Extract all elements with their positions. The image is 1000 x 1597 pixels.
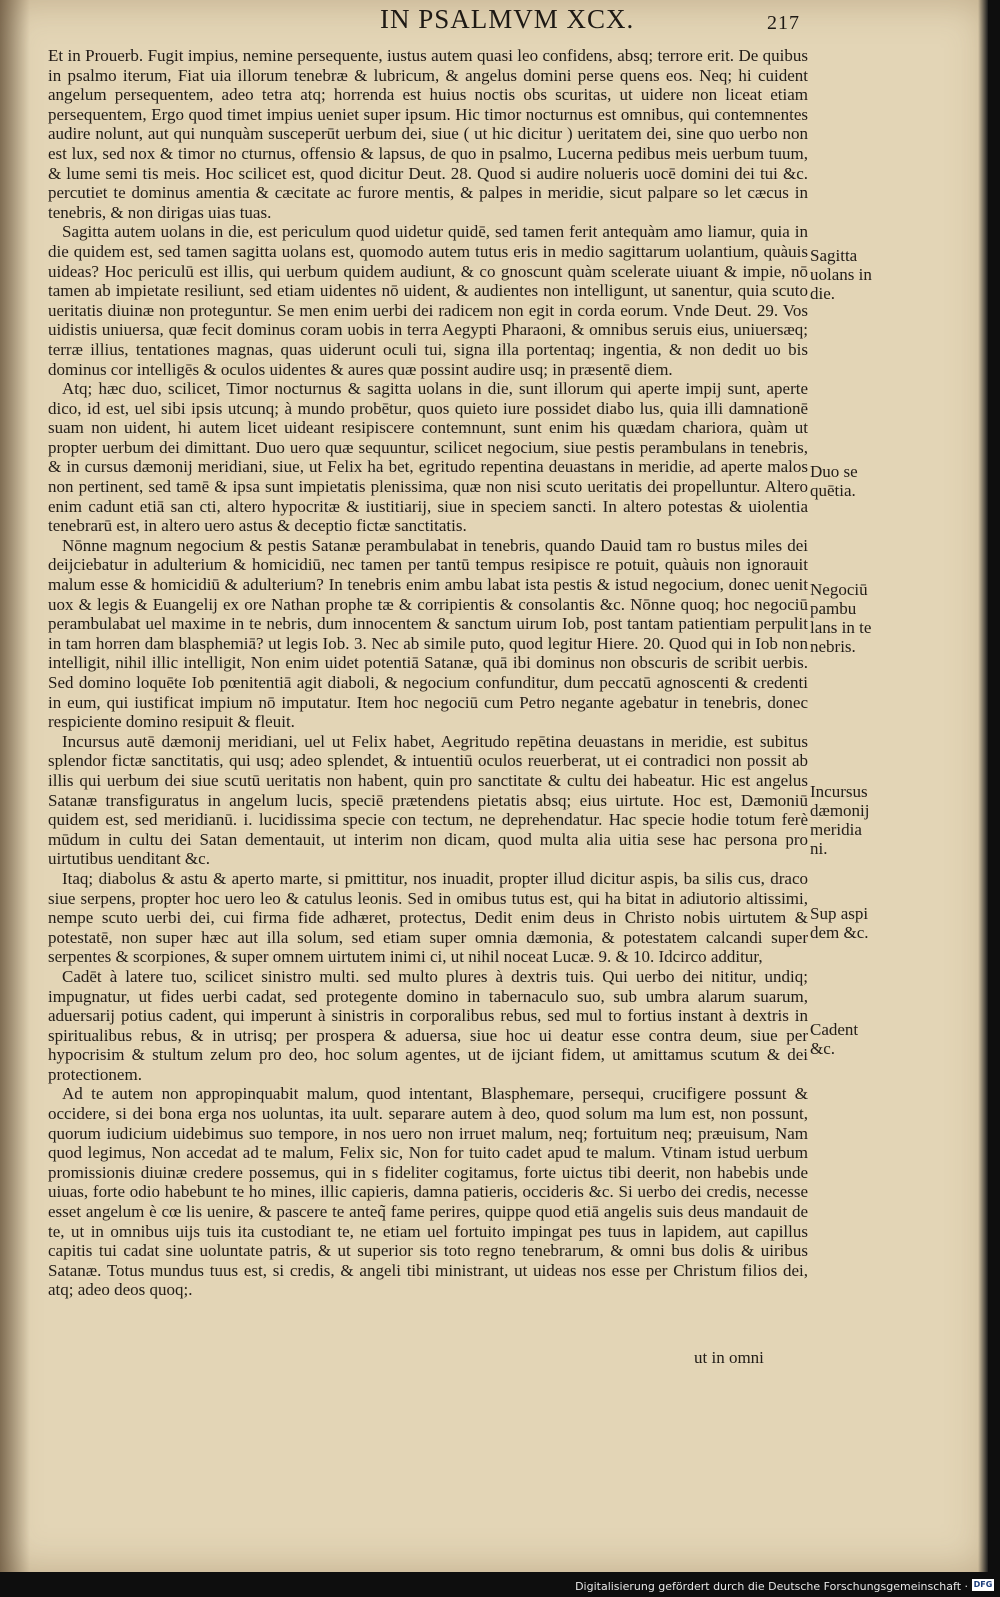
page-edge (978, 0, 988, 1572)
running-head-title: IN PSALMVM XCX. (380, 4, 635, 34)
margin-note: Duo se quētia. (810, 462, 858, 500)
funding-credit: Digitalisierung gefördert durch die Deutsche Forschungsgemeinschaft · (575, 1580, 968, 1593)
margin-note: Sagitta uolans in die. (810, 246, 872, 303)
paragraph: Incursus autē dæmonij meridiani, uel ut Felix habet, Aegritudo repētina deuastans in meridie, est subitus splendor fictæ sanctitatis, qui usq; adeo splendet, & intuentiū oculos reuerberat, ut ei contradici non possit ab illis qui uerbum dei siue scutū ueritatis non habent, quin pro sanctitate & cultu dei habeatur. Hic est angelus Satanæ transfiguratus in angelum lucis, speciē prætendens pietatis absq; eius uirtute. Hoc est, Dæmoniū quidem est, sed meridianū. i. lucidissima specie con tectum, ne deprehendatur. Hac specie hodie totum ferè mūdum in cultu dei Satan dementauit, ut interim non dicam, quod multa alia uitia sese hac persona pro uirtutibus uenditant &c. (48, 731, 808, 869)
catchword: ut in omni (694, 1348, 764, 1367)
paragraph: Atq; hæc duo, scilicet, Timor nocturnus & sagitta uolans in die, sunt illorum qui aperte impij sunt, aperte dico, id est, uel sibi ipsis utcunq; à mundo probētur, quos quieto iure possidet diabo lus, quia illi damnationē suam non uident, hi autem licet uideant resipiscere contemnunt, sunt enim his quædam chariora, quàm ut propter uerbum dei dimittant. Duo uero quæ sequuntur, scilicet negocium, siue pestis perambulans in tenebris, & in cursus dæmonij meridiani, siue, ut Felix ha bet, egritudo repentina deuastans in meridie, ad aperte malos non pertinent, sed tamē & ipsa sunt impietatis plenissima, quæ non nisi scuto ueritatis dei propelluntur. Altero enim cadunt etiā san cti, altero hypocritæ & iustitiarij, siue in speciem sancti. In altero potestas & uiolentia tenebrarū est, in altero uero astus & deceptio fictæ sanctitatis. (48, 379, 808, 536)
margin-note: Negociū pambu lans in te nebris. (810, 580, 872, 656)
binding-shadow (0, 0, 30, 1572)
paragraph: Cadēt à latere tuo, scilicet sinistro multi. sed multo plures à dextris tuis. Qui uerbo dei nititur, undiq; impugnatur, ut fides uerbi cadat, sed protegente domino in tabernaculo suo, sub umbra alarum suarum, aduersarij potius cadent, qui imperunt à sinistris in corporalibus rebus, sed mul to fortius instant à dextris in spiritualibus rebus, & in utrisq; per prospera & aduersa, siue hoc ui deatur esse contra deum, siue per hypocrisim & stultum zelum pro deo, hoc solum agentes, ut de ijciant fidem, ut amittamus scutum & dei protectionem. (48, 966, 808, 1084)
paragraph: Et in Prouerb. Fugit impius, nemine persequente, iustus autem quasi leo confidens, absq; terrore erit. De quibus in psalmo iterum, Fiat uia illorum tenebræ & lubricum, & angelus domini perse quens eos. Neq; hi cuident angelum persequentem, adeo tetra atq; horrenda est huius noctis obs scuritas, ut uidere non liceat etiam persequentem, Ergo quod timet impius ueniet super ipsum. Hic timor nocturnus est omnibus, qui contemnentes audire nolunt, aut qui nunquàm susceperūt uerbum dei, siue ( ut hic dicitur ) ueritatem dei, sine quo uerbo non est lux, sed nox & timor no cturnus, offensio & lapsus, de quo in psalmo, Lucerna pedibus meis uerbum tuum, & lume semi tis meis. Hoc scilicet est, quod dicitur Deut. 28. Quod si audire nolueris uocē domini dei tui &c. percutiet te dominus amentia & cæcitate ac furore mentis, & palpes in meridie, sicut palpare so let cæcus in tenebris, & non dirigas uias tuas. (48, 46, 808, 222)
paragraph: Nōnne magnum negocium & pestis Satanæ perambulabat in tenebris, quando Dauid tam ro bustus miles dei deijciebatur in adulterium & homicidiū, nec tamen per tantū tempus resipisce re potuit, quàuis non ignorauit malum esse & homicidiū & adulterium? In tenebris enim ambu labat ista pestis & istud negocium, donec uenit uox & legis & Euangelij ex ore Nathan prophe tæ & corripientis & consolantis &c. Nōnne quoq; hoc negociū perambulabat uel maxime in te nebris, dum innocentem & sanctum uirum Iob, post tantam patientiam perpulit in tam horren dam blasphemiā? ut legis Iob. 3. Nec ab simile puto, quod legitur Hiere. 20. Quod qui in Iob non intelligit, nihil illic intelligit, Non enim uidet potentiā Satanæ, quā ibi dominus non obscuris de scribit uerbis. Sed domino loquēte Iob pœnitentiā agit diaboli, & negocium confunditur, dum peccatū agnoscenti & credenti in eum, qui iustificat impium nō imputatur. Item hoc negociū cum Petro negante agebatur in tenebris, donec respiciente domino resipuit & fleuit. (48, 535, 808, 732)
paragraph: Sagitta autem uolans in die, est periculum quod uidetur quidē, sed tamen ferit antequàm amo liamur, quia in die quidem est, sed tamen sagitta uolans est, quomodo autem tutus eris in medio sagittarum uolantium, quàuis uideas? Hoc periculū est illis, qui uerbum quidem audiunt, & co gnoscunt quàm scelerate uiuant & impie, nō tamen ab impietate resiliunt, sed etiam uidentes nō uident, & audientes non intelligunt, ut sanentur, quia scuto ueritatis diuinæ non proteguntur. Se men enim uerbi dei radicem non egit in corda eorum. Vnde Deut. 29. Vos uidistis uniuersa, quæ fecit dominus coram uobis in terra Aegypti Pharaoni, & omnibus seruis eius, uniuersæq; terræ illius, tentationes magnas, quas uiderunt oculi tui, signa illa portentaq; ingentia, & non dedit uo bis dominus cor intelligēs & oculos uidentes & aures quæ possint audire usq; in præsentē diem. (48, 222, 808, 379)
main-text-column (48, 46, 808, 1300)
paragraph: Itaq; diabolus & astu & aperto marte, si pmittitur, nos inuadit, propter illud dicitur aspis, ba silis cus, draco siue serpens, propter hoc uero leo & catulus leonis. Sed in omibus tutus est, qui ha bitat in adiutorio altissimi, nempe scuto uerbi dei, cui firma fide adhæret, protectus, Dedit enim deus in Christo nobis uirtutem & potestatē, non super hæc aut illa solum, sed etiam super omnia dæmonia, & potestatem calcandi super serpentes & scorpiones, & super omnem uirtutem inimi ci, ut nihil noceat Lucæ. 9. & 10. Idcirco additur, (48, 868, 808, 967)
dfg-logo-icon: DFG (973, 1580, 993, 1589)
margin-note: Sup aspi dem &c. (810, 904, 869, 942)
paragraph: Ad te autem non appropinquabit malum, quod intentant, Blasphemare, persequi, crucifigere possunt & occidere, si dei bona erga nos uoluntas, ita uult. separare autem à deo, quod solum ma lum est, non possunt, quorum iudicium uidebimus suo tempore, in nos uero non irruet malum, neq; fortuitum neq; præuisum, Nam quod legimus, Non accedat ad te malum, Felix sic, Non for tuito cadet apud te malum. Vtinam istud uerbum promissionis diuinæ credere possemus, qui in s fideliter cogitamus, forte uictus tibi deerit, non habebis unde uiuas, forte odio habebunt te ho mines, illic capieris, damna patieris, occideris &c. Si uerbo dei credis, necesse esset angelum è cœ lis uenire, & pascere te anteq̃ fame perires, quippe quod etiā angelis suis deus mandauit de te, ut in omnibus uijs tuis ita custodiant te, ne etiam uel fortuito impingat pes tuus in lapidem, aut capillus capitis tui cadat sine uoluntate patris, & ut superior sis toto regno tenebrarum, & omni bus dolis & uiribus Satanæ. Totus mundus tuus est, si credis, & angeli tibi ministrant, ut uideas nos esse per Christum filios dei, atq; adeo deos quoq;. (48, 1084, 808, 1300)
footer-bar (0, 1572, 1000, 1597)
margin-note: Cadent &c. (810, 1020, 859, 1058)
page-number: 217 (767, 12, 800, 34)
margin-note: Incursus dæmonij meridia ni. (810, 782, 870, 858)
